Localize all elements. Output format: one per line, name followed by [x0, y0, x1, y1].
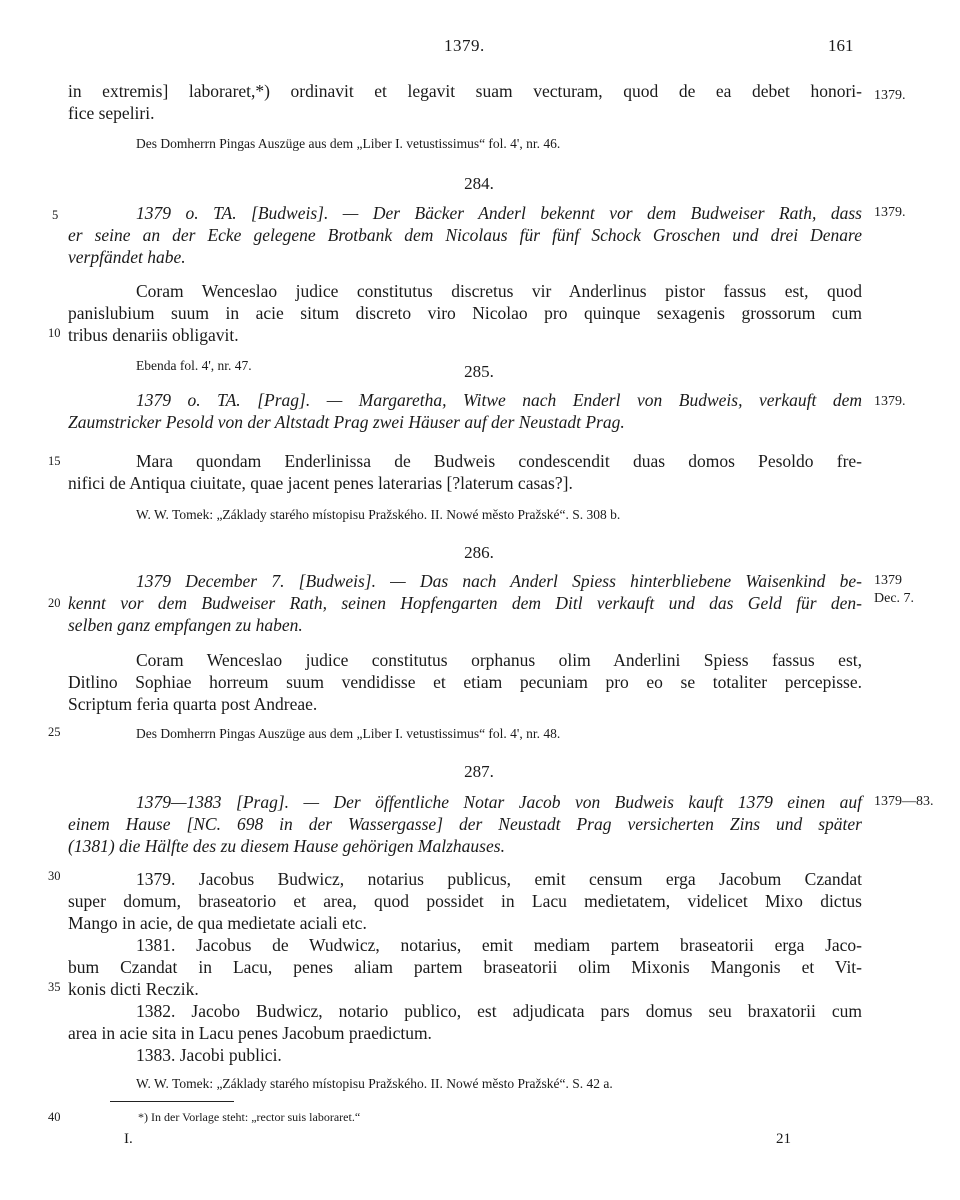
regest-line: einem Hause [NC. 698 in der Wassergasse] der Neustadt Prag versicherten Zins und später: [68, 814, 862, 834]
regest-line: Zaumstricker Pesold von der Altstadt Prag zwei Häuser auf der Neustadt Prag.: [68, 412, 625, 432]
text-line: 1383. Jacobi publici.: [136, 1045, 282, 1065]
text-line: Mango in acie, de qua medietate aciali etc.: [68, 913, 367, 933]
regest-line: selben ganz empfangen zu haben.: [68, 615, 303, 635]
entry-number: 286.: [464, 543, 494, 562]
source-citation: Des Domherrn Pingas Auszüge aus dem „Liber I. vetustissimus“ fol. 4', nr. 48.: [136, 726, 561, 741]
text-line: panislubium suum in acie situm discreto viro Nicolao pro quinque sexagenis grossorum cum: [68, 303, 862, 323]
text-line: in extremis] laboraret,*) ordinavit et legavit suam vecturam, quod de ea debet honori-: [68, 81, 862, 101]
regest-line: 1379—1383 [Prag]. — Der öffentliche Notar Jacob von Budweis kauft 1379 einen auf: [136, 792, 862, 812]
header-year: 1379.: [444, 36, 485, 55]
text-line: Coram Wenceslao judice constitutus discretus vir Anderlinus pistor fassus est, quod: [136, 281, 862, 301]
footer-sheet-number: 21: [776, 1131, 791, 1147]
text-line: Mara quondam Enderlinissa de Budweis condescendit duas domos Pesoldo fre-: [136, 451, 862, 471]
text-line: Ditlino Sophiae horreum suum vendidisse et etiam pecuniam pro eo se totaliter percepisse.: [68, 672, 862, 692]
regest-line: er seine an der Ecke gelegene Brotbank dem Nicolaus für fünf Schock Groschen und drei Denare: [68, 225, 862, 245]
text-line: 1381. Jacobus de Wudwicz, notarius, emit mediam partem braseatorii erga Jaco-: [136, 935, 862, 955]
source-citation: Ebenda fol. 4', nr. 47.: [136, 358, 252, 373]
entry-number: 287.: [464, 762, 494, 781]
text-line: area in acie sita in Lacu penes Jacobum praedictum.: [68, 1023, 432, 1043]
margin-date: 1379.: [874, 88, 906, 103]
text-line: 1382. Jacobo Budwicz, notario publico, est adjudicata pars domus seu braxatorii cum: [136, 1001, 862, 1021]
regest-line: kennt vor dem Budweiser Rath, seinen Hopfengarten dem Ditl verkauft und das Geld für den-: [68, 593, 862, 613]
footnote-rule: [110, 1101, 234, 1102]
regest-line: 1379 o. TA. [Budweis]. — Der Bäcker Anderl bekennt vor dem Budweiser Rath, dass: [136, 203, 862, 223]
source-citation: Des Domherrn Pingas Auszüge aus dem „Liber I. vetustissimus“ fol. 4', nr. 46.: [136, 136, 561, 151]
margin-date: 1379.: [874, 205, 906, 220]
text-line: Scriptum feria quarta post Andreae.: [68, 694, 318, 714]
source-citation: W. W. Tomek: „Základy starého místopisu Pražského. II. Nowé město Pražské“. S. 308 b.: [136, 507, 621, 522]
footnote: *) In der Vorlage steht: „rector suis laboraret.“: [138, 1110, 361, 1124]
text-line: konis dicti Reczik.: [68, 979, 199, 999]
line-number: 25: [48, 725, 61, 739]
entry-number: 285.: [464, 362, 494, 381]
regest-line: 1379 o. TA. [Prag]. — Margaretha, Witwe nach Enderl von Budweis, verkauft dem: [136, 390, 862, 410]
text-line: Coram Wenceslao judice constitutus orphanus olim Anderlini Spiess fassus est,: [136, 650, 862, 670]
line-number: 40: [48, 1110, 61, 1124]
margin-date: 1379: [874, 573, 902, 588]
margin-date: 1379—83.: [874, 794, 934, 809]
line-number: 5: [52, 208, 59, 222]
line-number: 15: [48, 454, 61, 468]
line-number: 35: [48, 980, 61, 994]
text-line: tribus denariis obligavit.: [68, 325, 239, 345]
margin-date: Dec. 7.: [874, 591, 915, 606]
line-number: 30: [48, 869, 61, 883]
regest-line: 1379 December 7. [Budweis]. — Das nach Anderl Spiess hinterbliebene Waisenkind be-: [136, 571, 862, 591]
margin-date: 1379.: [874, 394, 906, 409]
text-line: bum Czandat in Lacu, penes aliam partem braseatorii olim Mixonis Mangonis et Vit-: [68, 957, 862, 977]
page-number: 161: [828, 36, 854, 55]
line-number: 10: [48, 326, 61, 340]
footer-signature: I.: [124, 1131, 133, 1147]
entry-number: 284.: [464, 174, 494, 193]
source-citation: W. W. Tomek: „Základy starého místopisu Pražského. II. Nowé město Pražské“. S. 42 a.: [136, 1076, 613, 1091]
regest-line: (1381) die Hälfte des zu diesem Hause gehörigen Malzhauses.: [68, 836, 505, 856]
line-number: 20: [48, 596, 61, 610]
regest-line: verpfändet habe.: [68, 247, 186, 267]
text-line: super domum, braseatorio et area, quod possidet in Lacu medietatem, videlicet Mixo dictus: [68, 891, 862, 911]
text-line: fice sepeliri.: [68, 103, 155, 123]
text-line: 1379. Jacobus Budwicz, notarius publicus, emit censum erga Jacobum Czandat: [136, 869, 862, 889]
text-line: nifici de Antiqua ciuitate, quae jacent penes laterarias [?laterum casas?].: [68, 473, 573, 493]
